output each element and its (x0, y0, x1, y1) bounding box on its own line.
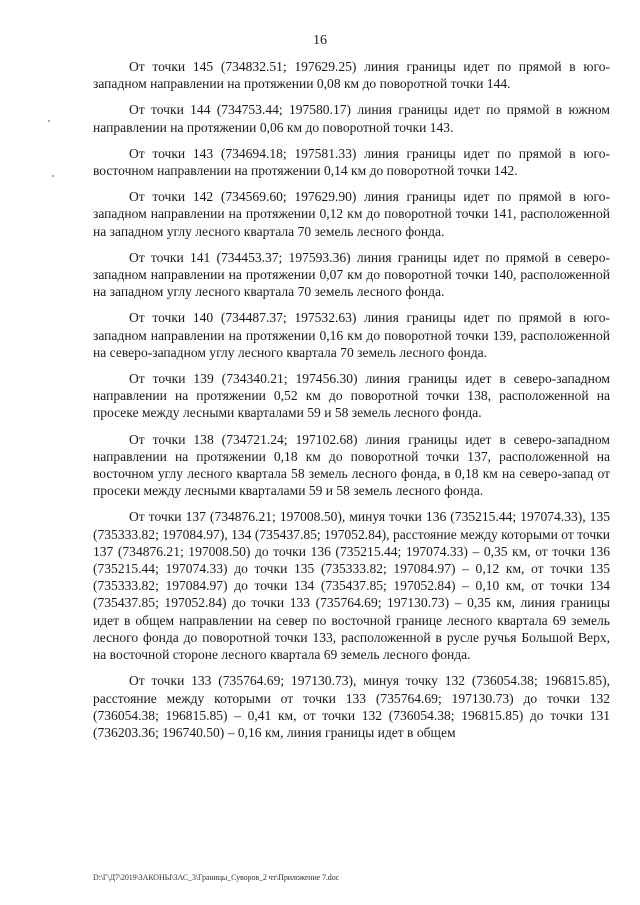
paragraph: От точки 140 (734487.37; 197532.63) линия границы идет по прямой в юго-западном направлении на протяжении 0,16 км до поворотной точки 139, расположенной на северо-западном углу лесного квартала 70 земель лесного фонда. (93, 310, 610, 360)
paragraph: От точки 142 (734569.60; 197629.90) линия границы идет по прямой в юго-западном направлении на протяжении 0,12 км до поворотной точки 141, расположенной на западном углу лесного квартала 70 земель лесного фонда. (93, 189, 610, 239)
paragraph: От точки 138 (734721.24; 197102.68) линия границы идет в северо-западном направлении на протяжении 0,18 км до поворотной точки 137, расположенной на восточном углу лесного квартала 58 земель лесного фонда, в 0,18 км на северо-запад от просеки между лесными кварталами 59 и 58 земель лесного фонда. (93, 431, 610, 499)
paragraph: От точки 145 (734832.51; 197629.25) линия границы идет по прямой в юго-западном направлении на протяжении 0,08 км до поворотной точки 144. (93, 59, 610, 92)
paragraph: От точки 144 (734753.44; 197580.17) линия границы идет по прямой в южном направлении на протяжении 0,06 км до поворотной точки 143. (93, 102, 610, 135)
file-path-footer: D:\Г\Д7\2019\ЗАКОНЫ\ЗАС_3\Границы_Суворов_2 чт\Приложение 7.doc (93, 873, 340, 882)
scan-speck (48, 120, 50, 122)
paragraph: От точки 141 (734453.37; 197593.36) линия границы идет по прямой в северо-западном направлении на протяжении 0,07 км до поворотной точки 140, расположенной на западном углу лесного квартала 70 земель лесного фонда. (93, 249, 610, 300)
page-number: 16 (313, 33, 327, 48)
scan-speck (52, 175, 54, 177)
paragraph: От точки 137 (734876.21; 197008.50), минуя точки 136 (735215.44; 197074.33), 135 (735333.82; 197084.97), 134 (735437.85; 197052.84), расстояние между которыми от точки 137 (734876.21; 197008.50) до точки 136 (735215.44; 197074.33) – 0,35 км, от точки 136 (735215.44; 197074.33) до точки 135 (735333.82; 197084.97) – 0,12 км, от точки 135 (735333.82; 197084.97) до точки 134 (735437.85; 197052.84) – 0,10 км, от точки 134 (735437.85; 197052.84) до точки 133 (735764.69; 197130.73) – 0,35 км, линия границы идет в общем направлении на север по восточной границе лесного квартала 69 земель лесного фонда до поворотной точки 133, расположенной в русле ручья Большой Верх, на восточной стороне лесного квартала 69 земель лесного фонда. (93, 509, 610, 663)
paragraph: От точки 143 (734694.18; 197581.33) линия границы идет по прямой в юго-восточном направлении на протяжении 0,14 км до поворотной точки 142. (93, 145, 610, 179)
paragraph: От точки 133 (735764.69; 197130.73), минуя точку 132 (736054.38; 196815.85), расстояние между которыми от точки 133 (735764.69; 197130.73) до точки 132 (736054.38; 196815.85) – 0,41 км, от точки 132 (736054.38; 196815.85) до точки 131 (736203.36; 196740.50) – 0,16 км, линия границы идет в общем (93, 673, 610, 740)
document-body (93, 58, 610, 750)
paragraph: От точки 139 (734340.21; 197456.30) линия границы идет в северо-западном направлении на протяжении 0,52 км до поворотной точки 138, расположенной на просеке между лесными кварталами 59 и 58 земель лесного фонда. (93, 371, 610, 421)
